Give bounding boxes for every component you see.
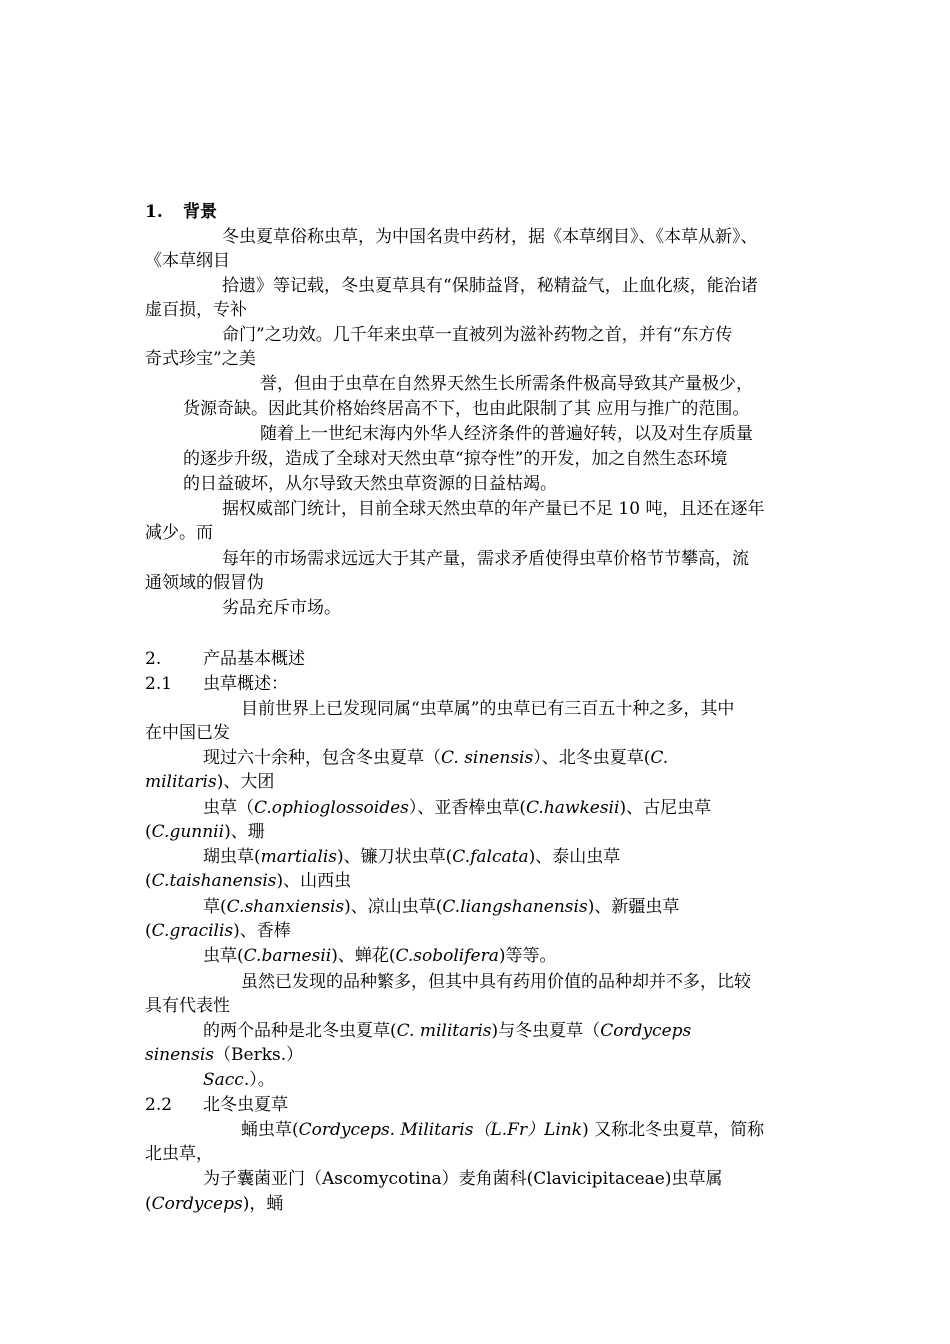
paragraph-line: (Cordyceps)，蛹 (145, 1194, 284, 1214)
subsection-2-2-number: 2.2 (145, 1095, 173, 1115)
paragraph-line: 拾遗》等记载，冬虫夏草具有“保肺益肾，秘精益气，止血化痰，能治诸 (222, 276, 758, 296)
paragraph-line: militaris)、大团 (145, 772, 275, 792)
paragraph-line: 誉，但由于虫草在自然界天然生长所需条件极高导致其产量极少， (260, 374, 753, 394)
species-name: C.liangshanensis (442, 897, 588, 917)
section-1-number: 1. (145, 202, 163, 222)
species-name: C.gunnii (151, 822, 225, 842)
species-name: C. sinensis (441, 748, 534, 768)
species-name: Cordyceps (151, 1194, 243, 1214)
paragraph-line: 每年的市场需求远远大于其产量，需求矛盾使得虫草价格节节攀高，流 (222, 549, 749, 569)
section-1-heading: 背景 (183, 202, 217, 222)
paragraph-line: 具有代表性 (145, 996, 230, 1016)
paragraph-line: 虫草(C.barnesii)、蝉花(C.sobolifera)等等。 (203, 946, 557, 966)
species-name: C.falcata (452, 847, 529, 867)
paragraph-line: (C.taishanensis)、山西虫 (145, 871, 352, 891)
paragraph-line: 北虫草， (145, 1144, 213, 1164)
paragraph-line: 《本草纲目 (145, 251, 230, 271)
species-name: C.hawkesii (526, 798, 620, 818)
paragraph-line: 瑚虫草(martialis)、镰刀状虫草(C.falcata)、泰山虫草 (203, 847, 621, 867)
species-name: C.shanxiensis (226, 897, 345, 917)
paragraph-line: 减少。而 (145, 523, 213, 543)
paragraph-line: 为子囊菌亚门（Ascomycotina）麦角菌科(Clavicipitaceae)虫草属 (203, 1169, 723, 1189)
paragraph-line: 虽然已发现的品种繁多，但其中具有药用价值的品种却并不多，比较 (241, 972, 751, 992)
paragraph-line: 通领域的假冒伪 (145, 573, 264, 593)
paragraph-line: 的两个品种是北冬虫夏草(C. militaris)与冬虫夏草（Cordyceps (203, 1021, 692, 1041)
paragraph-line: 据权威部门统计，目前全球天然虫草的年产量已不足 10 吨，且还在逐年 (222, 499, 765, 519)
paragraph-line: 虫草（C.ophioglossoides）、亚香棒虫草(C.hawkesii)、古尼虫草 (203, 798, 712, 818)
paragraph-line: 现过六十余种，包含冬虫夏草（C. sinensis）、北冬虫夏草(C. (203, 748, 669, 768)
paragraph-line: 冬虫夏草俗称虫草，为中国名贵中药材，据《本草纲目》、《本草从新》、 (222, 227, 758, 247)
species-name: C. militaris (396, 1021, 492, 1041)
paragraph-line: 虚百损，专补 (145, 300, 247, 320)
species-name: C.gracilis (151, 921, 234, 941)
species-name: C.barnesii (243, 946, 332, 966)
paragraph-line: Sacc.）。 (203, 1070, 275, 1090)
paragraph-line: 随着上一世纪末海内外华人经济条件的普遍好转，以及对生存质量 (260, 424, 753, 444)
species-name: sinensis (145, 1045, 215, 1065)
species-name: militaris (145, 772, 217, 792)
species-name: Cordyceps. Militaris（L.Fr）Link (298, 1120, 583, 1140)
paragraph-line: sinensis（Berks.） (145, 1045, 304, 1065)
paragraph-line: 草(C.shanxiensis)、凉山虫草(C.liangshanensis)、新疆虫草 (203, 897, 680, 917)
species-name: Sacc. (203, 1070, 250, 1090)
paragraph-line: 目前世界上已发现同属“虫草属”的虫草已有三百五十种之多，其中 (241, 699, 735, 719)
species-name: martialis (260, 847, 338, 867)
section-2-heading: 产品基本概述 (203, 649, 305, 669)
species-name: C. (650, 748, 669, 768)
species-name: C.taishanensis (151, 871, 277, 891)
paragraph-line: 劣品充斥市场。 (222, 598, 341, 618)
paragraph-line: 的日益破坏，从尔导致天然虫草资源的日益枯竭。 (183, 474, 557, 494)
species-name: C.sobolifera (395, 946, 499, 966)
paragraph-line: 命门”之功效。几千年来虫草一直被列为滋补药物之首，并有“东方传 (222, 325, 733, 345)
paragraph-line: (C.gunnii)、珊 (145, 822, 265, 842)
subsection-2-1-heading: 虫草概述： (203, 674, 288, 694)
paragraph-line: 货源奇缺。因此其价格始终居高不下，也由此限制了其 应用与推广的范围。 (183, 399, 750, 419)
paragraph-line: (C.gracilis)、香棒 (145, 921, 291, 941)
paragraph-line: 的逐步升级，造成了全球对天然虫草“掠夺性”的开发，加之自然生态环境 (183, 449, 728, 469)
species-name: C.ophioglossoides (254, 798, 409, 818)
subsection-2-2-heading: 北冬虫夏草 (203, 1095, 288, 1115)
subsection-2-1-number: 2.1 (145, 674, 173, 694)
species-name: Cordyceps (600, 1021, 692, 1041)
section-2-number: 2. (145, 649, 162, 669)
paragraph-line: 蛹虫草(Cordyceps. Militaris（L.Fr）Link) 又称北冬虫夏草，简称 (241, 1120, 765, 1140)
paragraph-line: 在中国已发 (145, 723, 230, 743)
paragraph-line: 奇式珍宝”之美 (145, 349, 256, 369)
